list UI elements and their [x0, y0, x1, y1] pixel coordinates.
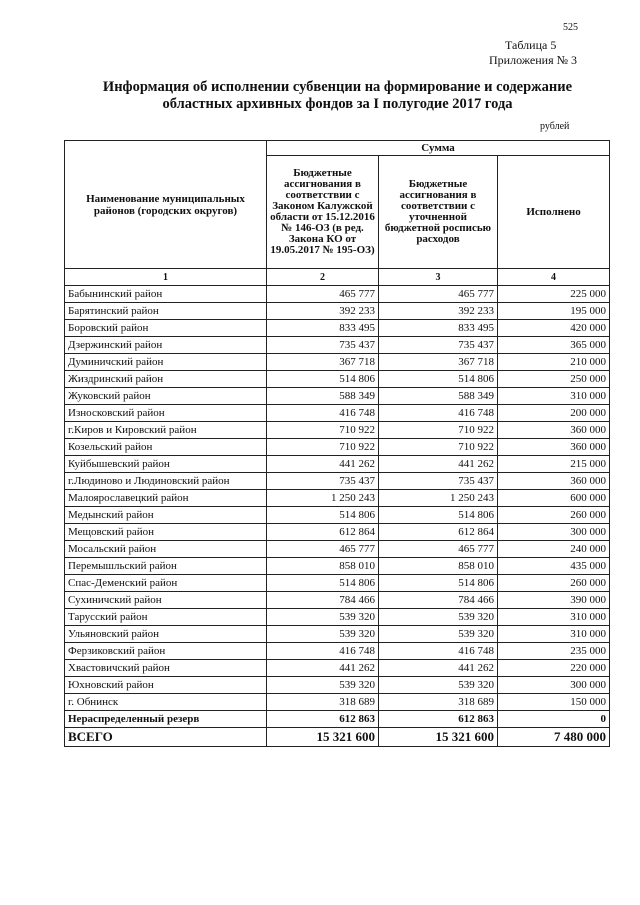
law-allocation-cell: 710 922	[267, 422, 379, 439]
executed-cell: 260 000	[498, 507, 610, 524]
law-allocation-cell: 465 777	[267, 541, 379, 558]
executed-cell: 150 000	[498, 694, 610, 711]
law-allocation-cell: 514 806	[267, 507, 379, 524]
law-allocation-cell: 710 922	[267, 439, 379, 456]
district-name: Козельский район	[65, 439, 267, 456]
law-allocation-cell: 735 437	[267, 337, 379, 354]
executed-cell: 360 000	[498, 422, 610, 439]
budget-allocation-cell: 588 349	[379, 388, 498, 405]
district-name: Спас-Деменский район	[65, 575, 267, 592]
executed-cell: 310 000	[498, 626, 610, 643]
executed-cell: 225 000	[498, 286, 610, 303]
table-row	[65, 609, 610, 626]
table-row	[65, 660, 610, 677]
district-name: Жуковский район	[65, 388, 267, 405]
total-row	[65, 728, 610, 747]
header-district-name: Наименование муниципальных районов (городских округов)	[65, 141, 267, 269]
executed-cell: 390 000	[498, 592, 610, 609]
header-law-allocations: Бюджетные ассигнования в соответствии с Законом Калужской области от 15.12.2016 № 146-ОЗ (в ред. Закона КО от 19.05.2017 № 195-ОЗ)	[267, 156, 379, 269]
table-row	[65, 558, 610, 575]
table-row	[65, 694, 610, 711]
law-allocation-cell: 392 233	[267, 303, 379, 320]
law-allocation-cell: 539 320	[267, 677, 379, 694]
district-name: Медынский район	[65, 507, 267, 524]
budget-allocation-cell: 735 437	[379, 473, 498, 490]
executed-cell: 215 000	[498, 456, 610, 473]
law-allocation-cell: 416 748	[267, 405, 379, 422]
law-allocation-cell: 858 010	[267, 558, 379, 575]
budget-allocation-cell: 514 806	[379, 507, 498, 524]
district-name: Мосальский район	[65, 541, 267, 558]
district-name: Хвастовичский район	[65, 660, 267, 677]
table-row	[65, 626, 610, 643]
budget-allocation-cell: 441 262	[379, 660, 498, 677]
district-name: Барятинский район	[65, 303, 267, 320]
district-name: Ульяновский район	[65, 626, 267, 643]
executed-cell: 360 000	[498, 439, 610, 456]
total-law-allocation: 15 321 600	[267, 728, 379, 747]
executed-cell: 435 000	[498, 558, 610, 575]
table-row	[65, 371, 610, 388]
budget-allocation-cell: 833 495	[379, 320, 498, 337]
table-row	[65, 456, 610, 473]
district-name: г.Киров и Кировский район	[65, 422, 267, 439]
executed-cell: 300 000	[498, 524, 610, 541]
district-name: г.Людиново и Людиновский район	[65, 473, 267, 490]
reserve-executed: 0	[498, 711, 610, 728]
district-name: Износковский район	[65, 405, 267, 422]
district-name: Дзержинский район	[65, 337, 267, 354]
header-sum: Сумма	[267, 141, 610, 156]
appendix-label: Приложения № 3	[489, 53, 578, 67]
column-number: 4	[498, 269, 610, 286]
document-title	[60, 79, 615, 113]
table-row	[65, 592, 610, 609]
budget-allocation-cell: 514 806	[379, 371, 498, 388]
executed-cell: 235 000	[498, 643, 610, 660]
executed-cell: 260 000	[498, 575, 610, 592]
law-allocation-cell: 465 777	[267, 286, 379, 303]
page-number: 525	[563, 22, 578, 33]
total-executed: 7 480 000	[498, 728, 610, 747]
district-name: Малоярославецкий район	[65, 490, 267, 507]
law-allocation-cell: 416 748	[267, 643, 379, 660]
district-name: Перемышльский район	[65, 558, 267, 575]
law-allocation-cell: 514 806	[267, 575, 379, 592]
table-row	[65, 405, 610, 422]
table-row	[65, 575, 610, 592]
title-line-2: областных архивных фондов за I полугодие 2017 года	[162, 96, 513, 112]
budget-allocation-cell: 514 806	[379, 575, 498, 592]
table-number: Таблица 5	[505, 38, 557, 52]
budget-allocation-cell: 539 320	[379, 609, 498, 626]
budget-allocation-cell: 784 466	[379, 592, 498, 609]
table-row	[65, 473, 610, 490]
law-allocation-cell: 833 495	[267, 320, 379, 337]
executed-cell: 365 000	[498, 337, 610, 354]
district-name: Куйбышевский район	[65, 456, 267, 473]
table-row	[65, 490, 610, 507]
budget-allocation-cell: 1 250 243	[379, 490, 498, 507]
law-allocation-cell: 539 320	[267, 626, 379, 643]
budget-allocation-cell: 710 922	[379, 422, 498, 439]
table-row	[65, 677, 610, 694]
column-number: 2	[267, 269, 379, 286]
executed-cell: 360 000	[498, 473, 610, 490]
district-name: Сухиничский район	[65, 592, 267, 609]
column-number: 1	[65, 269, 267, 286]
executed-cell: 420 000	[498, 320, 610, 337]
law-allocation-cell: 612 864	[267, 524, 379, 541]
executed-cell: 210 000	[498, 354, 610, 371]
law-allocation-cell: 735 437	[267, 473, 379, 490]
executed-cell: 300 000	[498, 677, 610, 694]
executed-cell: 200 000	[498, 405, 610, 422]
budget-allocation-cell: 465 777	[379, 541, 498, 558]
law-allocation-cell: 588 349	[267, 388, 379, 405]
law-allocation-cell: 441 262	[267, 456, 379, 473]
table-row	[65, 643, 610, 660]
executed-cell: 310 000	[498, 388, 610, 405]
table-row	[65, 507, 610, 524]
executed-cell: 240 000	[498, 541, 610, 558]
header-executed: Исполнено	[498, 156, 610, 269]
budget-allocation-cell: 735 437	[379, 337, 498, 354]
district-name: Ферзиковский район	[65, 643, 267, 660]
table-row	[65, 541, 610, 558]
header-budget-allocations: Бюджетные ассигнования в соответствии с уточненной бюджетной росписью расходов	[379, 156, 498, 269]
budget-allocation-cell: 539 320	[379, 677, 498, 694]
executed-cell: 195 000	[498, 303, 610, 320]
executed-cell: 310 000	[498, 609, 610, 626]
budget-allocation-cell: 392 233	[379, 303, 498, 320]
table-row	[65, 524, 610, 541]
subvention-table	[64, 140, 610, 747]
district-name: Тарусский район	[65, 609, 267, 626]
title-line-1: Информация об исполнении субвенции на формирование и содержание	[102, 79, 573, 95]
law-allocation-cell: 539 320	[267, 609, 379, 626]
budget-allocation-cell: 416 748	[379, 643, 498, 660]
district-name: Мещовский район	[65, 524, 267, 541]
law-allocation-cell: 367 718	[267, 354, 379, 371]
executed-cell: 250 000	[498, 371, 610, 388]
budget-allocation-cell: 318 689	[379, 694, 498, 711]
law-allocation-cell: 514 806	[267, 371, 379, 388]
reserve-name: Нераспределенный резерв	[65, 711, 267, 728]
currency-unit: рублей	[540, 121, 570, 132]
table-row	[65, 303, 610, 320]
reserve-law-allocation: 612 863	[267, 711, 379, 728]
district-name: Думиничский район	[65, 354, 267, 371]
district-name: г. Обнинск	[65, 694, 267, 711]
budget-allocation-cell: 612 864	[379, 524, 498, 541]
budget-allocation-cell: 465 777	[379, 286, 498, 303]
budget-allocation-cell: 441 262	[379, 456, 498, 473]
reserve-budget-allocation: 612 863	[379, 711, 498, 728]
law-allocation-cell: 318 689	[267, 694, 379, 711]
reserve-row	[65, 711, 610, 728]
table-row	[65, 388, 610, 405]
law-allocation-cell: 441 262	[267, 660, 379, 677]
law-allocation-cell: 1 250 243	[267, 490, 379, 507]
district-name: Бабынинский район	[65, 286, 267, 303]
executed-cell: 220 000	[498, 660, 610, 677]
table-row	[65, 320, 610, 337]
executed-cell: 600 000	[498, 490, 610, 507]
table-row	[65, 286, 610, 303]
district-name: Боровский район	[65, 320, 267, 337]
table-row	[65, 439, 610, 456]
table-row	[65, 422, 610, 439]
total-name: ВСЕГО	[65, 728, 267, 747]
column-number: 3	[379, 269, 498, 286]
district-name: Юхновский район	[65, 677, 267, 694]
total-budget-allocation: 15 321 600	[379, 728, 498, 747]
law-allocation-cell: 784 466	[267, 592, 379, 609]
table-row	[65, 337, 610, 354]
budget-allocation-cell: 416 748	[379, 405, 498, 422]
budget-allocation-cell: 858 010	[379, 558, 498, 575]
table-row	[65, 354, 610, 371]
district-name: Жиздринский район	[65, 371, 267, 388]
budget-allocation-cell: 539 320	[379, 626, 498, 643]
budget-allocation-cell: 367 718	[379, 354, 498, 371]
budget-allocation-cell: 710 922	[379, 439, 498, 456]
